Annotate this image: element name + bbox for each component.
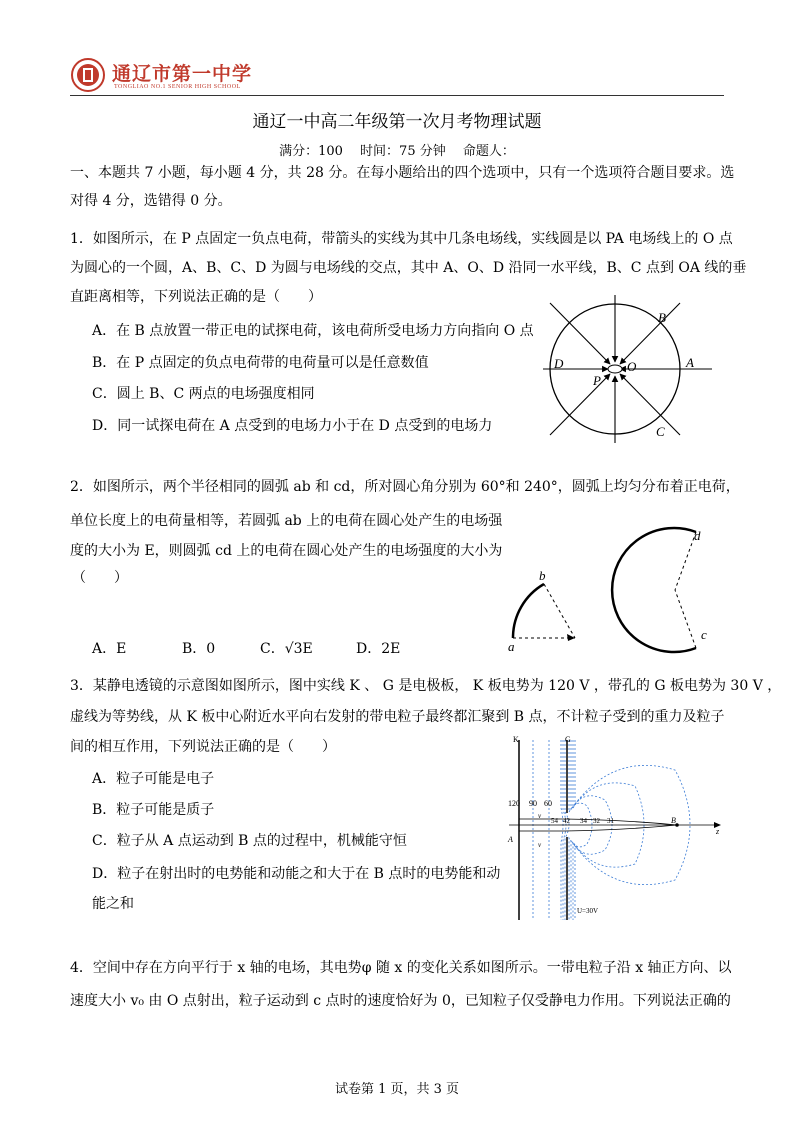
- section-instructions-line1: 一、本题共 7 小题，每小题 4 分，共 28 分。在每小题给出的四个选项中，只有一个选项符合题目要求。选: [70, 165, 735, 181]
- q1-option-d: D．同一试探电荷在 A 点受到的电场力小于在 D 点受到的电场力: [92, 418, 493, 434]
- q2-arcs-figure: [505, 520, 725, 655]
- q3-stem-line1: 3．某静电透镜的示意图如图所示，图中实线 K 、 G 是电极板， K 板电势为 120 V ，带孔的 G 板电势为 30 V ，: [70, 678, 782, 694]
- q1-option-a: A．在 B 点放置一带正电的试探电荷，该电荷所受电场力方向指向 O 点: [92, 323, 534, 339]
- q3-option-b: B．粒子可能是质子: [92, 802, 215, 818]
- arc-cd: [612, 528, 696, 652]
- label-d: D: [554, 356, 564, 371]
- exam-meta: 满分：100 时间：75 分钟 命题人：: [279, 144, 515, 159]
- point-charge-p: [608, 365, 622, 373]
- label-b: B: [658, 310, 666, 325]
- school-name-cn: 通辽市第一中学: [112, 63, 253, 85]
- q2-stem-line1: 2．如图所示，两个半径相同的圆弧 ab 和 cd，所对圆心角分别为 60°和 240°，圆弧上均匀分布着正电荷，: [70, 479, 740, 495]
- q3-option-d-cont: 能之和: [92, 896, 134, 912]
- label-v-top: v: [538, 812, 542, 820]
- arc-ab: [513, 584, 544, 638]
- label-120: 120: [508, 799, 520, 808]
- section-instructions-line2: 对得 4 分，选错得 0 分。: [70, 193, 232, 209]
- label-u: U=30V: [577, 907, 599, 915]
- label-a-point: A: [508, 835, 513, 844]
- exam-title: 通辽一中高二年级第一次月考物理试题: [252, 112, 542, 132]
- q1-field-figure: [540, 293, 716, 448]
- q2-option-c: C．√3E: [260, 641, 313, 657]
- q3-option-d: D．粒子在射出时的电势能和动能之和大于在 B 点时的电势能和动: [92, 866, 501, 882]
- q2-option-d: D．2E: [356, 641, 401, 657]
- label-34: 34: [580, 817, 587, 825]
- label-c-arc: c: [701, 627, 707, 642]
- q2-stem-line2: 单位长度上的电荷量相等，若圆弧 ab 上的电荷在圆心处产生的电场强: [70, 513, 503, 529]
- q3-stem-line2: 虚线为等势线，从 K 板中心附近水平向右发射的带电粒子最终都汇聚到 B 点，不计粒子受到的重力及粒子: [70, 709, 725, 725]
- label-31: 31: [607, 817, 614, 825]
- label-54: 54: [551, 817, 558, 825]
- label-b-arc: b: [539, 568, 546, 583]
- q2-option-a: A．E: [92, 641, 127, 657]
- q1-stem-line3: 直距离相等，下列说法正确的是（ ）: [70, 289, 322, 305]
- q2-stem-line4: （ ）: [72, 570, 128, 586]
- label-90: 90: [529, 799, 537, 808]
- label-p: P: [593, 373, 601, 388]
- q3-option-a: A．粒子可能是电子: [92, 771, 215, 787]
- label-42: 42: [563, 817, 570, 825]
- q3-stem-line3: 间的相互作用，下列说法正确的是（ ）: [70, 739, 336, 755]
- label-v-bottom: v: [538, 841, 542, 849]
- q4-stem-line2: 速度大小 v₀ 由 O 点射出，粒子运动到 c 点时的速度恰好为 0，已知粒子仅受静电力作用。下列说法正确的: [70, 993, 731, 1009]
- q1-option-b: B．在 P 点固定的负点电荷带的电荷量可以是任意数值: [92, 355, 429, 371]
- q2-option-b: B．0: [182, 641, 216, 657]
- school-logo-emblem: [70, 57, 106, 93]
- label-a: A: [686, 355, 694, 370]
- label-z: z: [716, 827, 720, 836]
- q1-stem-line2: 为圆心的一个圆，A、B、C、D 为圆与电场线的交点，其中 A、O、D 沿同一水平线，B、C 点到 OA 线的垂: [70, 260, 747, 276]
- school-name-en: TONGLIAO NO.1 SENIOR HIGH SCHOOL: [114, 84, 241, 90]
- label-d-arc: d: [694, 528, 701, 543]
- q4-stem-line1: 4．空间中存在方向平行于 x 轴的电场，其电势φ 随 x 的变化关系如图所示。一带电粒子沿 x 轴正方向、以: [70, 960, 732, 976]
- label-c: C: [656, 424, 665, 439]
- q1-option-c: C．圆上 B、C 两点的电场强度相同: [92, 386, 315, 402]
- label-b-point: B: [671, 816, 676, 825]
- page-footer: 试卷第 1 页，共 3 页: [334, 1082, 460, 1097]
- header-rule: [70, 95, 724, 96]
- q2-stem-line3: 度的大小为 E，则圆弧 cd 上的电荷在圆心处产生的电场强度的大小为: [70, 543, 503, 559]
- q1-stem-line1: 1．如图所示，在 P 点固定一负点电荷，带箭头的实线为其中几条电场线，实线圆是以 PA 电场线上的 O 点: [70, 231, 733, 247]
- label-a-arc: a: [508, 639, 515, 654]
- label-k: K: [513, 735, 519, 744]
- label-g: G: [565, 735, 571, 744]
- label-60: 60: [544, 799, 552, 808]
- label-o: O: [627, 359, 637, 374]
- label-32: 32: [593, 817, 600, 825]
- equipotential-lines: [533, 740, 690, 920]
- q3-option-c: C．粒子从 A 点运动到 B 点的过程中，机械能守恒: [92, 833, 407, 849]
- q3-lens-figure: [505, 730, 727, 922]
